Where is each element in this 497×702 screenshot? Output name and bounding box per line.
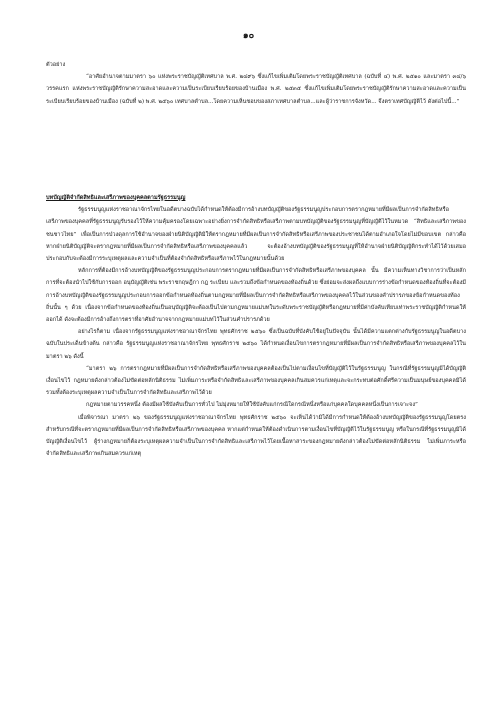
paragraph-1: รัฐธรรมนูญแห่งราชอาณาจักรไทยในอดีตบางฉบับได้กำหนดให้ต้องมีการอ้างบทบัญญัติของรัฐธรรมนูญประกอบการตรากฎหมายที่มีผลเป็นการจำกัดสิทธิหรือเสรีภาพของบุคคลที่รัฐธรรมนูญรับรองไว้ให้ความคุ้มครองโดยเฉพาะอย่างยิ่งการจำกัดสิทธิหรือเสรีภาพตามบทบัญญัติของรัฐธรรมนูญที่บัญญัติไว้ในหมวด “สิทธิและเสรีภาพของชนชาวไทย” เพื่อเป็นการป่วงดุลการใช้อำนาจของฝ่ายนิติบัญญัติมิให้ตรากฎหมายที่มีผลเป็นการจำกัดสิทธิหรือเสรีภาพของประชาชนได้ตามอำเภอใจโดยไม่มีขอบเขต กล่าวคือ หากฝ่ายนิติบัญญัติจะตรากฎหมายที่มีผลเป็นการจำกัดสิทธิหรือเสรีภาพของบุคคลแล้ว จะต้องอ้างบทบัญญัติของรัฐธรรมนูญที่ให้อำนาจฝ่ายนิติบัญญัติกระทำได้ไว้ด้วยเสมอ ประกอบกับจะต้องมีการระบุเหตุผลและความจำเป็นที่ต้องจำกัดสิทธิหรือเสรีภาพไว้ในกฎหมายนั้นด้วย (46, 207, 466, 263)
example-label: ตัวอย่าง (46, 62, 66, 68)
example-quote: “อาศัยอำนาจตามมาตรา ๖๐ แห่งพระราชบัญญัติเทศบาล พ.ศ. ๒๔๙๖ ซึ่งแก้ไขเพิ่มเติมโดยพระราชบัญญัติเทศบาล (ฉบับที่ ๔) พ.ศ. ๒๕๑๐ และมาตรา ๓๔/๖ วรรคแรก แห่งพระราชบัญญัติรักษาความสะอาดและความเป็นระเบียบเรียบร้อยของบ้านเมือง พ.ศ. ๒๕๓๕ ซึ่งแก้ไขเพิ่มเติมโดยพระราชบัญญัติรักษาความสะอาดและความเป็นระเบียบเรียบร้อยของบ้านเมือง (ฉบับที่ ๒) พ.ศ. ๒๕๖๐ เทศบาลตำบล...โดยความเห็นชอบของสภาเทศบาลตำบล...และผู้ว่าราชการจังหวัด... จึงตราเทศบัญญัติไว้ ดังต่อไปนี้...” (46, 74, 466, 105)
paragraph-2: หลักการที่ต้องมีการอ้างบทบัญญัติของรัฐธรรมนูญประกอบการตรากฎหมายที่มีผลเป็นการจำกัดสิทธิหรือเสรีภาพของบุคคล นั้น มีความเห็นทางวิชาการว่าเป็นหลักการที่จะต้องนำไปใช้กับการออก อนุบัญญัติเช่น พระราชกฤษฎีกา กฎ ระเบียบ และรวมถึงข้อกำหนดของท้องถิ่นด้วย ซึ่งย่อมจะส่งผลถึงแบบการร่างข้อกำหนดของท้องถิ่นที่จะต้องมีการอ้างบทบัญญัติของรัฐธรรมนูญประกอบการออกข้อกำหนดท้องถิ่นตามกฎหมายที่มีผลเป็นการจำกัดสิทธิหรือเสรีภาพของบุคคลไว้ในส่วนของคำปรารภของข้อกำหนดของท้องถิ่นนั้น ๆ ด้วย เนื่องจากข้อกำหนดของท้องถิ่นเป็นอนุบัญญัติจะต้องเป็นไปตามกฎหมายแม่บทในระดับพระราชบัญญัติหรือกฎหมายที่มีค่าบังคับเทียบเท่าพระราชบัญญัติกำหนดให้ออกได้ ดังจะต้องมีการอ้างถึงการตราที่อาศัยอำนาจจากกฎหมายแม่บทไว้ในส่วนคำปรารภด้วย (46, 268, 466, 324)
page-number: ๑๐ (242, 31, 255, 41)
closing-paragraph: เมื่อพิจารณา มาตรา ๒๖ ของรัฐธรรมนูญแห่งราชอาณาจักรไทย พุทธศักราช ๒๕๖๐ จะเห็นได้ว่ามิได้มีการกำหนดให้ต้องอ้างบทบัญญัติของรัฐธรรมนูญโดยตรงสำหรับกรณีที่จะตรากฎหมายที่มีผลเป็นการจำกัดสิทธิหรือเสรีภาพของบุคคล หากแต่กำหนดให้ต้องดำเนินการตามเงื่อนไขที่บัญญัติไว้ในรัฐธรรมนูญ หรือในกรณีที่รัฐธรรมนูญมิได้บัญญัติเงื่อนไขไว้ ผู้ร่างกฎหมายก็ต้องระบุเหตุผลความจำเป็นในการจำกัดสิทธิและเสรีภาพไว้โดยเนื้อหาสาระของกฎหมายดังกล่าวต้องไม่ขัดต่อหลักนิติธรรม ไม่เพิ่มภาระหรือจำกัดสิทธิและเสรีภาพเกินสมควรแก่เหตุ (46, 414, 466, 458)
example-block (46, 59, 466, 108)
section-26-quote: “มาตรา ๒๖ การตรากฎหมายที่มีผลเป็นการจำกัดสิทธิหรือเสรีภาพของบุคคลต้องเป็นไปตามเงื่อนไขที่บัญญัติไว้ในรัฐธรรมนูญ ในกรณีที่รัฐธรรมนูญมิได้บัญญัติเงื่อนไขไว้ กฎหมายดังกล่าวต้องไม่ขัดต่อหลักนิติธรรม ไม่เพิ่มภาระหรือจำกัดสิทธิและเสรีภาพของบุคคลเกินสมควรแก่เหตุและจะกระทบต่อศักดิ์ศรีความเป็นมนุษย์ของบุคคลมิได้ รวมทั้งต้องระบุเหตุผลความจำเป็นในการจำกัดสิทธิและเสรีภาพไว้ด้วย (46, 365, 466, 397)
section-26-quote-continued: กฎหมายตามวรรคหนึ่ง ต้องมีผลใช้บังคับเป็นการทั่วไป ไม่มุ่งหมายให้ใช้บังคับแก่กรณีใดกรณีหนึ่งหรือแก่บุคคลใดบุคคลหนึ่งเป็นการเจาะจง” (86, 402, 418, 409)
main-section (46, 192, 466, 460)
paragraph-3: อย่างไรก็ตาม เนื่องจากรัฐธรรมนูญแห่งราชอาณาจักรไทย พุทธศักราช ๒๕๖๐ ซึ่งเป็นฉบับที่บังคับใช้อยู่ในปัจจุบัน นั้นได้มีความแตกต่างกับรัฐธรรมนูญในอดีตบางฉบับในประเด็นข้างต้น กล่าวคือ รัฐธรรมนูญแห่งราชอาณาจักรไทย พุทธศักราช ๒๕๖๐ ได้กำหนดเงื่อนไขการตรากฎหมายที่มีผลเป็นการจำกัดสิทธิหรือเสรีภาพของบุคคลไว้ในมาตรา ๒๖ ดังนี้ (46, 329, 466, 360)
section-heading: บทบัญญัติจำกัดสิทธิและเสรีภาพของบุคคลตามรัฐธรรมนูญ (46, 195, 186, 201)
